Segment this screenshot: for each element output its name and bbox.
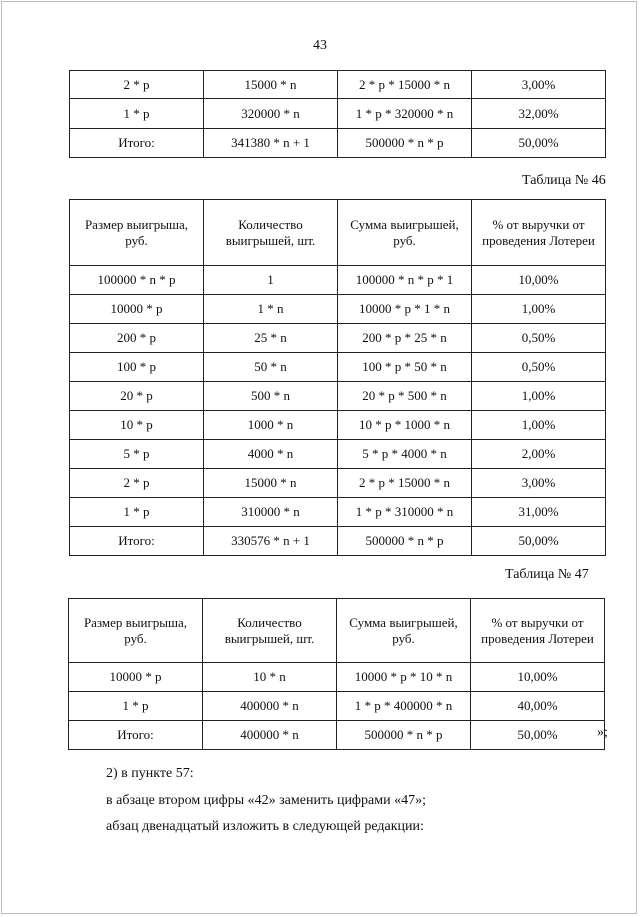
header-cell: % от выручки от проведения Лотереи [472,200,606,266]
header-cell: % от выручки от проведения Лотереи [471,599,605,663]
table-cell: 1 * р * 310000 * n [338,498,472,527]
table-cell: 10000 * р [70,295,204,324]
table-cell: 10 * р [70,411,204,440]
table-cell: 10 * n [203,663,337,692]
table-cell: 10000 * р * 10 * n [337,663,471,692]
table-row [70,411,606,440]
table-cell: 310000 * n [204,498,338,527]
table-cell: 500000 * n * р [338,129,472,158]
table-cell: 500000 * n * р [338,527,472,556]
table-cell: 100 * р [70,353,204,382]
table-row [70,382,606,411]
paragraph: 2) в пункте 57: [106,766,194,781]
table-cell: 341380 * n + 1 [204,129,338,158]
table-cell: 1,00% [472,295,606,324]
table-cell: 1,00% [472,382,606,411]
table-cell: 10,00% [471,663,605,692]
table-cell: 2 * р * 15000 * n [338,71,472,99]
table-cell: 40,00% [471,692,605,721]
table-row [70,324,606,353]
table-row [70,129,606,158]
table-cell: 20 * р [70,382,204,411]
table-row [70,440,606,469]
table-cell: 3,00% [472,469,606,498]
table-cell: 320000 * n [204,99,338,129]
table-cell: 100000 * n * р * 1 [338,266,472,295]
table-cell: 50,00% [472,129,606,158]
table-cell: 5 * р [70,440,204,469]
table-cell: 200 * р * 25 * n [338,324,472,353]
table-cell: 20 * р * 500 * n [338,382,472,411]
table-cell: 10 * р * 1000 * n [338,411,472,440]
table-cell: 31,00% [472,498,606,527]
paragraph: абзац двенадцатый изложить в следующей редакции: [106,819,424,834]
table-cell: 2 * р [70,469,204,498]
table-cell: 2 * р [70,71,204,99]
table-cell: 50,00% [471,721,605,750]
table-continued [69,70,606,158]
table-header-row [69,599,605,663]
table-cell: 15000 * n [204,469,338,498]
table-row [69,721,605,750]
table-cell: 2,00% [472,440,606,469]
table-cell: 10000 * р * 1 * n [338,295,472,324]
table-cell: 400000 * n [203,721,337,750]
table-row [69,663,605,692]
table-cell: 400000 * n [203,692,337,721]
table-cell: 1 * р * 320000 * n [338,99,472,129]
table-cell: Итого: [69,721,203,750]
table-cell: 50 * n [204,353,338,382]
table-row [70,469,606,498]
table-cell: 1 * р * 400000 * n [337,692,471,721]
table-cell: 5 * р * 4000 * n [338,440,472,469]
table-cell: 330576 * n + 1 [204,527,338,556]
header-cell: Количество выигрышей, шт. [204,200,338,266]
table-row [70,498,606,527]
table-cell: 1 * р [69,692,203,721]
table-cell: 15000 * n [204,71,338,99]
closing-quote: »; [597,725,608,740]
header-cell: Размер выигрыша, руб. [69,599,203,663]
table-cell: 32,00% [472,99,606,129]
header-cell: Размер выигрыша, руб. [70,200,204,266]
table-row [70,71,606,99]
table-cell: 4000 * n [204,440,338,469]
table-row [70,295,606,324]
table-cell: 25 * n [204,324,338,353]
table-46 [69,199,606,556]
table-cell: 500 * n [204,382,338,411]
table-cell: 2 * р * 15000 * n [338,469,472,498]
table-cell: 500000 * n * р [337,721,471,750]
table-cell: 1 * р [70,498,204,527]
table-cell: 1000 * n [204,411,338,440]
table-cell: 3,00% [472,71,606,99]
table-cell: 1,00% [472,411,606,440]
table-cell: 1 [204,266,338,295]
table-row [70,353,606,382]
table-cell: 50,00% [472,527,606,556]
table-47 [68,598,605,750]
table-cell: 1 * n [204,295,338,324]
table-row [70,99,606,129]
header-cell: Сумма выигрышей, руб. [337,599,471,663]
table-header-row [70,200,606,266]
table-cell: 1 * р [70,99,204,129]
paragraph: в абзаце втором цифры «42» заменить цифрами «47»; [106,793,426,808]
table-46-caption: Таблица № 46 [522,173,606,188]
table-cell: 100 * р * 50 * n [338,353,472,382]
header-cell: Количество выигрышей, шт. [203,599,337,663]
table-row [69,692,605,721]
table-row [70,527,606,556]
table-47-caption: Таблица № 47 [505,567,589,582]
table-cell: 10,00% [472,266,606,295]
header-cell: Сумма выигрышей, руб. [338,200,472,266]
table-cell: 200 * р [70,324,204,353]
table-cell: Итого: [70,129,204,158]
table-row [70,266,606,295]
table-cell: 0,50% [472,324,606,353]
table-cell: 10000 * р [69,663,203,692]
page-number: 43 [313,38,327,53]
table-cell: Итого: [70,527,204,556]
table-cell: 100000 * n * р [70,266,204,295]
table-cell: 0,50% [472,353,606,382]
